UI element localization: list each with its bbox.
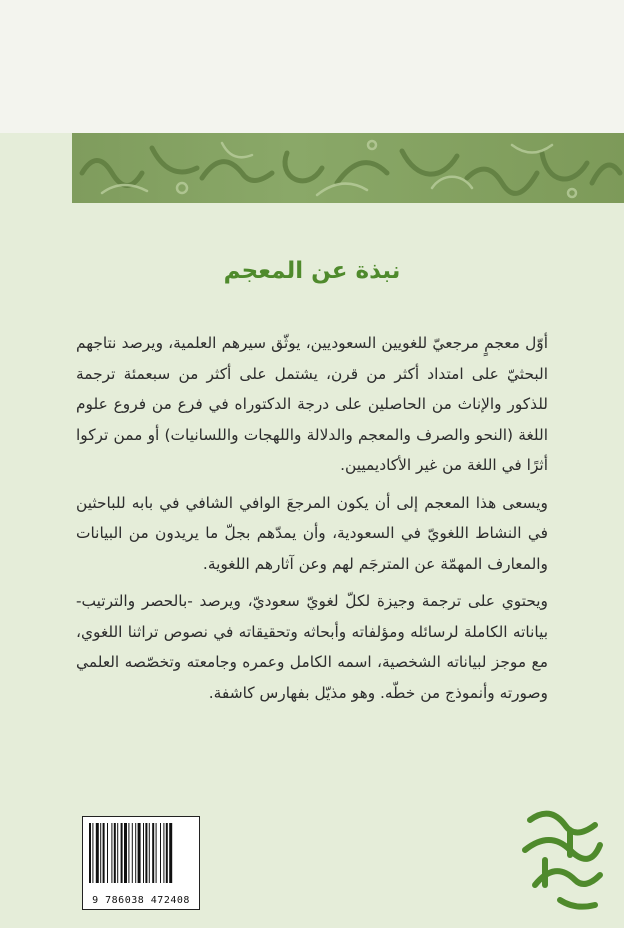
barcode-bars-icon [89, 823, 193, 883]
description-body [76, 328, 548, 715]
isbn-barcode [82, 816, 200, 910]
paragraph-2: ويسعى هذا المعجم إلى أن يكون المرجعَ الوافي الشافي في بابه للباحثين في النشاط اللغويّ في السعودية، وأن يمدّهم بجلّ ما يريدون من البيانات والمعارف المهمّة عن المترجَم لهم وعن آثارهم اللغوية. [76, 493, 548, 573]
top-margin [0, 0, 624, 133]
calligraphy-banner [72, 133, 624, 203]
barcode-number: 9 786038 472408 [92, 895, 190, 906]
paragraph-1: أوّل معجمٍ مرجعيّ للغويين السعوديين، يوثّق سيرهم العلمية، ويرصد نتاجهم البحثيّ على امتداد أكثر من قرن، يشتمل على أكثر من سبعمئة ترجمة للذكور والإناث من الحاصلين على درجة الدكتوراه في فرع من فروع علوم اللغة (النحو والصرف والمعجم والدلالة واللهجات واللسانيات) أو ممن تركوا أثرًا في اللغة من غير الأكاديميين. [76, 334, 548, 474]
page-title: نبذة عن المعجم [223, 258, 401, 284]
publisher-logo-icon [510, 800, 610, 920]
paragraph-3: ويحتوي على ترجمة وجيزة لكلّ لغويّ سعوديّ، ويرصد -بالحصر والترتيب- بياناته الكاملة لرسائله ومؤلفاته وأبحاثه وتحقيقاته في نصوص تراثنا اللغوي، مع موجز لبياناته الشخصية، اسمه الكامل وعمره وجامعته وتخصّصه العلمي وصورته وأنموذج من خطّه. وهو مذيّل بفهارس كاشفة. [76, 592, 548, 702]
